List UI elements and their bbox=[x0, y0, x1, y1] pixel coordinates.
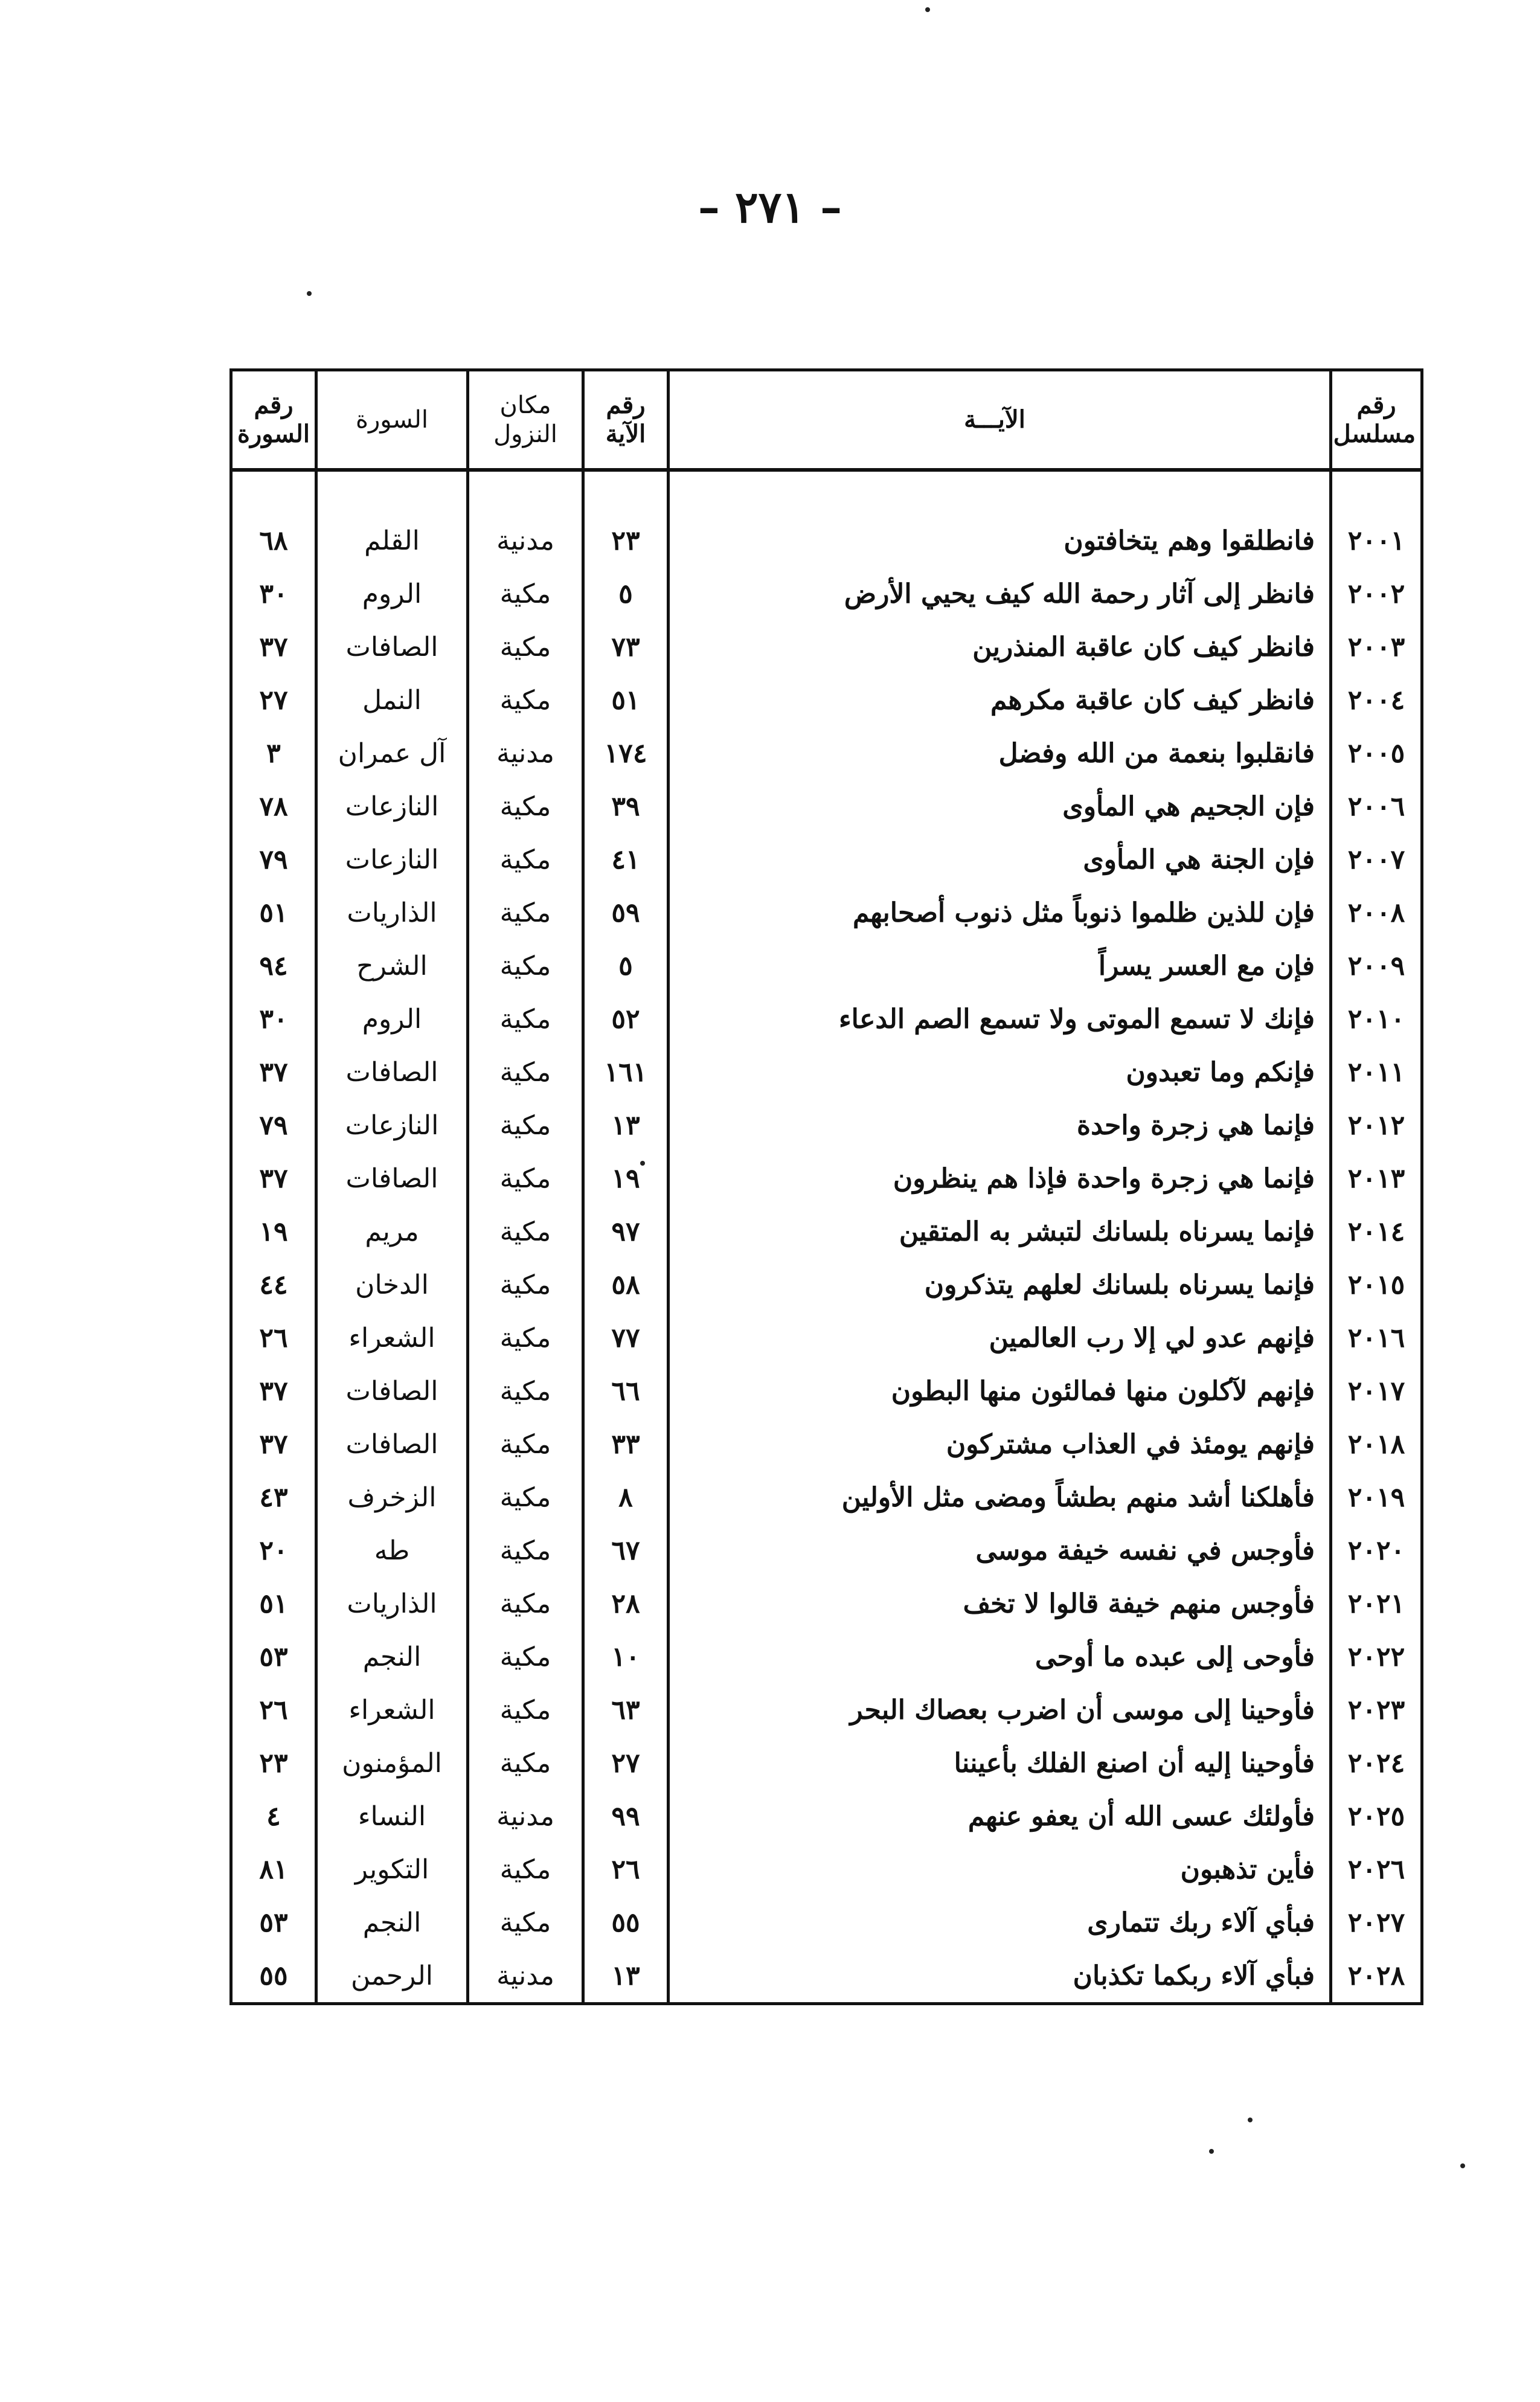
revelation-place-cell: مكية bbox=[468, 1736, 583, 1790]
verse-cell: فإنما يسرناه بلسانك لتبشر به المتقين bbox=[669, 1205, 1331, 1258]
revelation-place-cell: مكية bbox=[468, 1524, 583, 1577]
surah-number-cell: ٢٦ bbox=[231, 1311, 316, 1364]
revelation-place-cell: مكية bbox=[468, 1471, 583, 1524]
verse-cell: فأولئك عسى الله أن يعفو عنهم bbox=[669, 1790, 1331, 1843]
surah-number-cell: ٣٧ bbox=[231, 620, 316, 673]
aya-number-cell: ٥ bbox=[583, 567, 669, 620]
revelation-place-cell: مكية bbox=[468, 1683, 583, 1736]
serial-number-cell: ٢٠١١ bbox=[1331, 1045, 1422, 1099]
surah-name-cell: الصافات bbox=[316, 620, 468, 673]
header-verse: الآيـــة bbox=[669, 370, 1331, 470]
table-row bbox=[231, 514, 1422, 567]
verse-cell: فأوجس منهم خيفة قالوا لا تخف bbox=[669, 1577, 1331, 1630]
surah-name-cell: الدخان bbox=[316, 1258, 468, 1311]
table-row bbox=[231, 780, 1422, 833]
aya-number-cell: ١٠ bbox=[583, 1630, 669, 1683]
aya-number-cell: ٥٥ bbox=[583, 1896, 669, 1949]
verse-cell: فأوحى إلى عبده ما أوحى bbox=[669, 1630, 1331, 1683]
serial-number-cell: ٢٠٠٧ bbox=[1331, 833, 1422, 886]
verse-cell: فانظر إلى آثار رحمة الله كيف يحيي الأرض bbox=[669, 567, 1331, 620]
table-row bbox=[231, 1364, 1422, 1418]
surah-number-cell: ٣٧ bbox=[231, 1152, 316, 1205]
aya-number-cell: ٣٣ bbox=[583, 1418, 669, 1471]
surah-number-cell: ٥١ bbox=[231, 1577, 316, 1630]
table-body bbox=[231, 470, 1422, 2004]
revelation-place-cell: مكية bbox=[468, 1577, 583, 1630]
table-row bbox=[231, 1418, 1422, 1471]
surah-name-cell: الشرح bbox=[316, 939, 468, 992]
verse-cell: فإنما هي زجرة واحدة bbox=[669, 1099, 1331, 1152]
surah-number-cell: ٤ bbox=[231, 1790, 316, 1843]
table-row bbox=[231, 1790, 1422, 1843]
scan-speck bbox=[1209, 2149, 1214, 2154]
serial-number-cell: ٢٠١٩ bbox=[1331, 1471, 1422, 1524]
revelation-place-cell: مكية bbox=[468, 1311, 583, 1364]
surah-name-cell: النجم bbox=[316, 1630, 468, 1683]
verse-cell: فأوجس في نفسه خيفة موسى bbox=[669, 1524, 1331, 1577]
aya-number-cell: ٥١ bbox=[583, 673, 669, 727]
header-surah: السورة bbox=[316, 370, 468, 470]
verse-cell: فإنهم عدو لي إلا رب العالمين bbox=[669, 1311, 1331, 1364]
verse-cell: فأوحينا إليه أن اصنع الفلك بأعيننا bbox=[669, 1736, 1331, 1790]
surah-number-cell: ٣٧ bbox=[231, 1364, 316, 1418]
header-aya-number: رقم الآية bbox=[583, 370, 669, 470]
verse-cell: فإن الجنة هي المأوى bbox=[669, 833, 1331, 886]
serial-number-cell: ٢٠٢٤ bbox=[1331, 1736, 1422, 1790]
revelation-place-cell: مكية bbox=[468, 673, 583, 727]
revelation-place-cell: مدنية bbox=[468, 1949, 583, 2004]
verse-cell: فإن مع العسر يسراً bbox=[669, 939, 1331, 992]
table-row bbox=[231, 1045, 1422, 1099]
surah-number-cell: ٤٤ bbox=[231, 1258, 316, 1311]
scan-speck bbox=[925, 7, 930, 12]
serial-number-cell: ٢٠٠١ bbox=[1331, 514, 1422, 567]
revelation-place-cell: مكية bbox=[468, 1418, 583, 1471]
verse-cell: فإن الجحيم هي المأوى bbox=[669, 780, 1331, 833]
surah-number-cell: ٥١ bbox=[231, 886, 316, 939]
table-row bbox=[231, 1471, 1422, 1524]
serial-number-cell: ٢٠١٥ bbox=[1331, 1258, 1422, 1311]
aya-number-cell: ٢٨ bbox=[583, 1577, 669, 1630]
surah-number-cell: ٢٠ bbox=[231, 1524, 316, 1577]
table-spacer-row bbox=[231, 470, 1422, 514]
surah-name-cell: الشعراء bbox=[316, 1311, 468, 1364]
surah-number-cell: ٧٨ bbox=[231, 780, 316, 833]
aya-number-cell: ١٣ bbox=[583, 1949, 669, 2004]
aya-number-cell: ٥٨ bbox=[583, 1258, 669, 1311]
surah-number-cell: ٧٩ bbox=[231, 833, 316, 886]
surah-name-cell: التكوير bbox=[316, 1843, 468, 1896]
serial-number-cell: ٢٠٢١ bbox=[1331, 1577, 1422, 1630]
table-row bbox=[231, 886, 1422, 939]
surah-name-cell: الذاريات bbox=[316, 886, 468, 939]
surah-name-cell: الصافات bbox=[316, 1045, 468, 1099]
verse-table bbox=[229, 368, 1423, 2005]
header-surah-number: رقم السورة bbox=[231, 370, 316, 470]
table-row bbox=[231, 1258, 1422, 1311]
revelation-place-cell: مكية bbox=[468, 1152, 583, 1205]
aya-number-cell: ٣٩ bbox=[583, 780, 669, 833]
table-row bbox=[231, 1152, 1422, 1205]
surah-number-cell: ٢٦ bbox=[231, 1683, 316, 1736]
surah-name-cell: القلم bbox=[316, 514, 468, 567]
aya-number-cell: ٥٩ bbox=[583, 886, 669, 939]
table-row bbox=[231, 1524, 1422, 1577]
surah-number-cell: ٢٣ bbox=[231, 1736, 316, 1790]
verse-cell: فانطلقوا وهم يتخافتون bbox=[669, 514, 1331, 567]
surah-name-cell: الزخرف bbox=[316, 1471, 468, 1524]
surah-number-cell: ٧٩ bbox=[231, 1099, 316, 1152]
aya-number-cell: ٨ bbox=[583, 1471, 669, 1524]
header-serial-number: رقم مسلسل bbox=[1331, 370, 1422, 470]
surah-name-cell: الروم bbox=[316, 567, 468, 620]
revelation-place-cell: مكية bbox=[468, 780, 583, 833]
table-row bbox=[231, 620, 1422, 673]
aya-number-cell: ١٦١ bbox=[583, 1045, 669, 1099]
verse-cell: فإنك لا تسمع الموتى ولا تسمع الصم الدعاء bbox=[669, 992, 1331, 1045]
table-row bbox=[231, 1630, 1422, 1683]
revelation-place-cell: مكية bbox=[468, 992, 583, 1045]
table-row bbox=[231, 673, 1422, 727]
serial-number-cell: ٢٠٢٠ bbox=[1331, 1524, 1422, 1577]
serial-number-cell: ٢٠١٢ bbox=[1331, 1099, 1422, 1152]
table-row bbox=[231, 727, 1422, 780]
verse-cell: فبأي آلاء ربكما تكذبان bbox=[669, 1949, 1331, 2004]
serial-number-cell: ٢٠٠٣ bbox=[1331, 620, 1422, 673]
table-row bbox=[231, 1949, 1422, 2004]
surah-number-cell: ٦٨ bbox=[231, 514, 316, 567]
aya-number-cell: ٩٩ bbox=[583, 1790, 669, 1843]
serial-number-cell: ٢٠١٧ bbox=[1331, 1364, 1422, 1418]
surah-number-cell: ٣ bbox=[231, 727, 316, 780]
aya-number-cell: ٧٧ bbox=[583, 1311, 669, 1364]
table-row bbox=[231, 1205, 1422, 1258]
aya-number-cell: ٦٣ bbox=[583, 1683, 669, 1736]
surah-name-cell: الرحمن bbox=[316, 1949, 468, 2004]
aya-number-cell: ١٩ bbox=[583, 1152, 669, 1205]
serial-number-cell: ٢٠٠٨ bbox=[1331, 886, 1422, 939]
scan-speck bbox=[307, 291, 312, 296]
aya-number-cell: ٦٧ bbox=[583, 1524, 669, 1577]
table-row bbox=[231, 1311, 1422, 1364]
revelation-place-cell: مدنية bbox=[468, 727, 583, 780]
serial-number-cell: ٢٠١٦ bbox=[1331, 1311, 1422, 1364]
surah-number-cell: ٩٤ bbox=[231, 939, 316, 992]
scan-speck bbox=[1460, 2163, 1465, 2168]
revelation-place-cell: مكية bbox=[468, 886, 583, 939]
surah-number-cell: ٤٣ bbox=[231, 1471, 316, 1524]
surah-number-cell: ٢٧ bbox=[231, 673, 316, 727]
serial-number-cell: ٢٠١٠ bbox=[1331, 992, 1422, 1045]
surah-name-cell: النساء bbox=[316, 1790, 468, 1843]
table-row bbox=[231, 833, 1422, 886]
serial-number-cell: ٢٠٠٩ bbox=[1331, 939, 1422, 992]
surah-name-cell: طه bbox=[316, 1524, 468, 1577]
serial-number-cell: ٢٠٠٦ bbox=[1331, 780, 1422, 833]
surah-name-cell: الشعراء bbox=[316, 1683, 468, 1736]
verse-index-table bbox=[229, 368, 1416, 2023]
scan-speck bbox=[1248, 2118, 1253, 2122]
surah-name-cell: النجم bbox=[316, 1896, 468, 1949]
revelation-place-cell: مكية bbox=[468, 1045, 583, 1099]
serial-number-cell: ٢٠٢٣ bbox=[1331, 1683, 1422, 1736]
verse-cell: فإنما هي زجرة واحدة فإذا هم ينظرون bbox=[669, 1152, 1331, 1205]
surah-name-cell: الصافات bbox=[316, 1152, 468, 1205]
surah-name-cell: النمل bbox=[316, 673, 468, 727]
verse-cell: فأوحينا إلى موسى أن اضرب بعصاك البحر bbox=[669, 1683, 1331, 1736]
surah-number-cell: ١٩ bbox=[231, 1205, 316, 1258]
surah-number-cell: ٨١ bbox=[231, 1843, 316, 1896]
revelation-place-cell: مكية bbox=[468, 1099, 583, 1152]
surah-name-cell: آل عمران bbox=[316, 727, 468, 780]
scan-speck bbox=[640, 1161, 645, 1166]
aya-number-cell: ١٣ bbox=[583, 1099, 669, 1152]
revelation-place-cell: مكية bbox=[468, 1630, 583, 1683]
aya-number-cell: ١٧٤ bbox=[583, 727, 669, 780]
revelation-place-cell: مكية bbox=[468, 833, 583, 886]
aya-number-cell: ٥٢ bbox=[583, 992, 669, 1045]
surah-name-cell: الروم bbox=[316, 992, 468, 1045]
revelation-place-cell: مدنية bbox=[468, 514, 583, 567]
serial-number-cell: ٢٠٠٢ bbox=[1331, 567, 1422, 620]
serial-number-cell: ٢٠٠٤ bbox=[1331, 673, 1422, 727]
surah-number-cell: ٣٧ bbox=[231, 1045, 316, 1099]
aya-number-cell: ٢٦ bbox=[583, 1843, 669, 1896]
header-revelation-place: مكان النزول bbox=[468, 370, 583, 470]
aya-number-cell: ٧٣ bbox=[583, 620, 669, 673]
verse-cell: فأين تذهبون bbox=[669, 1843, 1331, 1896]
revelation-place-cell: مكية bbox=[468, 1896, 583, 1949]
table-row bbox=[231, 1683, 1422, 1736]
verse-cell: فبأي آلاء ربك تتمارى bbox=[669, 1896, 1331, 1949]
surah-number-cell: ٣٧ bbox=[231, 1418, 316, 1471]
revelation-place-cell: مكية bbox=[468, 1205, 583, 1258]
table-header-row bbox=[231, 370, 1422, 470]
aya-number-cell: ٦٦ bbox=[583, 1364, 669, 1418]
verse-cell: فانظر كيف كان عاقبة المنذرين bbox=[669, 620, 1331, 673]
serial-number-cell: ٢٠٢٨ bbox=[1331, 1949, 1422, 2004]
aya-number-cell: ٩٧ bbox=[583, 1205, 669, 1258]
table-row bbox=[231, 1099, 1422, 1152]
serial-number-cell: ٢٠٢٦ bbox=[1331, 1843, 1422, 1896]
verse-cell: فانقلبوا بنعمة من الله وفضل bbox=[669, 727, 1331, 780]
table-row bbox=[231, 1843, 1422, 1896]
serial-number-cell: ٢٠١٤ bbox=[1331, 1205, 1422, 1258]
surah-name-cell: النازعات bbox=[316, 833, 468, 886]
verse-cell: فأهلكنا أشد منهم بطشاً ومضى مثل الأولين bbox=[669, 1471, 1331, 1524]
revelation-place-cell: مكية bbox=[468, 1843, 583, 1896]
surah-name-cell: الذاريات bbox=[316, 1577, 468, 1630]
surah-name-cell: النازعات bbox=[316, 780, 468, 833]
serial-number-cell: ٢٠٢٧ bbox=[1331, 1896, 1422, 1949]
verse-cell: فإن للذين ظلموا ذنوباً مثل ذنوب أصحابهم bbox=[669, 886, 1331, 939]
table-row bbox=[231, 939, 1422, 992]
verse-cell: فانظر كيف كان عاقبة مكرهم bbox=[669, 673, 1331, 727]
surah-name-cell: الصافات bbox=[316, 1364, 468, 1418]
page-number: – ٢٧١ – bbox=[698, 181, 842, 233]
table-row bbox=[231, 567, 1422, 620]
revelation-place-cell: مكية bbox=[468, 939, 583, 992]
revelation-place-cell: مكية bbox=[468, 567, 583, 620]
revelation-place-cell: مدنية bbox=[468, 1790, 583, 1843]
serial-number-cell: ٢٠١٨ bbox=[1331, 1418, 1422, 1471]
revelation-place-cell: مكية bbox=[468, 620, 583, 673]
surah-number-cell: ٥٣ bbox=[231, 1630, 316, 1683]
surah-name-cell: المؤمنون bbox=[316, 1736, 468, 1790]
aya-number-cell: ٢٣ bbox=[583, 514, 669, 567]
surah-number-cell: ٣٠ bbox=[231, 567, 316, 620]
serial-number-cell: ٢٠٠٥ bbox=[1331, 727, 1422, 780]
verse-cell: فإنهم لآكلون منها فمالئون منها البطون bbox=[669, 1364, 1331, 1418]
table-row bbox=[231, 1577, 1422, 1630]
verse-cell: فإنهم يومئذ في العذاب مشتركون bbox=[669, 1418, 1331, 1471]
surah-name-cell: النازعات bbox=[316, 1099, 468, 1152]
aya-number-cell: ٥ bbox=[583, 939, 669, 992]
surah-name-cell: الصافات bbox=[316, 1418, 468, 1471]
aya-number-cell: ٤١ bbox=[583, 833, 669, 886]
surah-number-cell: ٣٠ bbox=[231, 992, 316, 1045]
verse-cell: فإنما يسرناه بلسانك لعلهم يتذكرون bbox=[669, 1258, 1331, 1311]
serial-number-cell: ٢٠٢٢ bbox=[1331, 1630, 1422, 1683]
table-row bbox=[231, 1736, 1422, 1790]
serial-number-cell: ٢٠٢٥ bbox=[1331, 1790, 1422, 1843]
table-row bbox=[231, 1896, 1422, 1949]
revelation-place-cell: مكية bbox=[468, 1258, 583, 1311]
table-row bbox=[231, 992, 1422, 1045]
serial-number-cell: ٢٠١٣ bbox=[1331, 1152, 1422, 1205]
surah-number-cell: ٥٥ bbox=[231, 1949, 316, 2004]
surah-number-cell: ٥٣ bbox=[231, 1896, 316, 1949]
aya-number-cell: ٢٧ bbox=[583, 1736, 669, 1790]
surah-name-cell: مريم bbox=[316, 1205, 468, 1258]
verse-cell: فإنكم وما تعبدون bbox=[669, 1045, 1331, 1099]
revelation-place-cell: مكية bbox=[468, 1364, 583, 1418]
